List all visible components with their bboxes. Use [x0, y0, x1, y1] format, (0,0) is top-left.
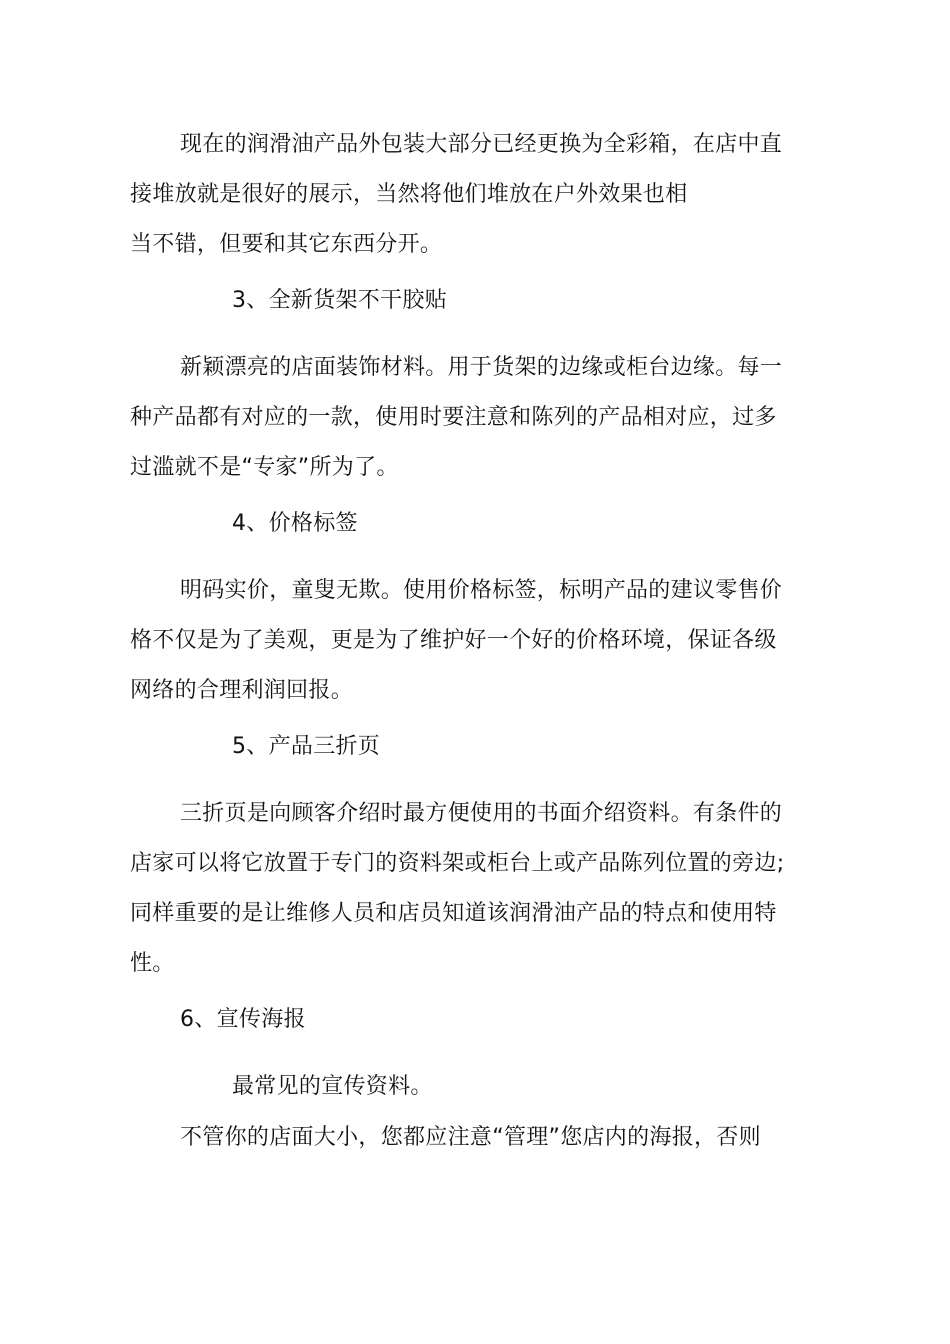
paragraph-line: 新颖漂亮的店面装饰材料。用于货架的边缘或柜台边缘。每一	[180, 355, 783, 380]
paragraph-line: 明码实价，童叟无欺。使用价格标签，标明产品的建议零售价	[180, 578, 783, 603]
paragraph-line: 现在的润滑油产品外包装大部分已经更换为全彩箱，在店中直	[180, 132, 783, 157]
paragraph-line: 格不仅是为了美观，更是为了维护好一个好的价格环境，保证各级	[130, 628, 777, 653]
paragraph-line: 三折页是向顾客介绍时最方便使用的书面介绍资料。有条件的	[180, 801, 783, 826]
section-heading-6: 6、宣传海报	[180, 1007, 306, 1032]
section-heading-3: 3、全新货架不干胶贴	[232, 288, 447, 313]
paragraph-line: 网络的合理利润回报。	[130, 678, 354, 703]
paragraph-line: 当不错，但要和其它东西分开。	[130, 232, 443, 257]
paragraph-line: 接堆放就是很好的展示，当然将他们堆放在户外效果也相	[130, 182, 688, 207]
section-heading-5: 5、产品三折页	[232, 734, 381, 759]
paragraph-line: 种产品都有对应的一款，使用时要注意和陈列的产品相对应，过多	[130, 405, 777, 430]
paragraph-line: 过滥就不是“专家”所为了。	[130, 455, 399, 480]
paragraph-line: 性。	[130, 951, 175, 976]
paragraph-line: 不管你的店面大小，您都应注意“管理”您店内的海报，否则	[180, 1125, 761, 1150]
paragraph-line: 最常见的宣传资料。	[232, 1074, 433, 1099]
paragraph-line: 同样重要的是让维修人员和店员知道该润滑油产品的特点和使用特	[130, 901, 777, 926]
paragraph-line: 店家可以将它放置于专门的资料架或柜台上或产品陈列位置的旁边;	[130, 851, 785, 876]
section-heading-4: 4、价格标签	[232, 511, 358, 536]
